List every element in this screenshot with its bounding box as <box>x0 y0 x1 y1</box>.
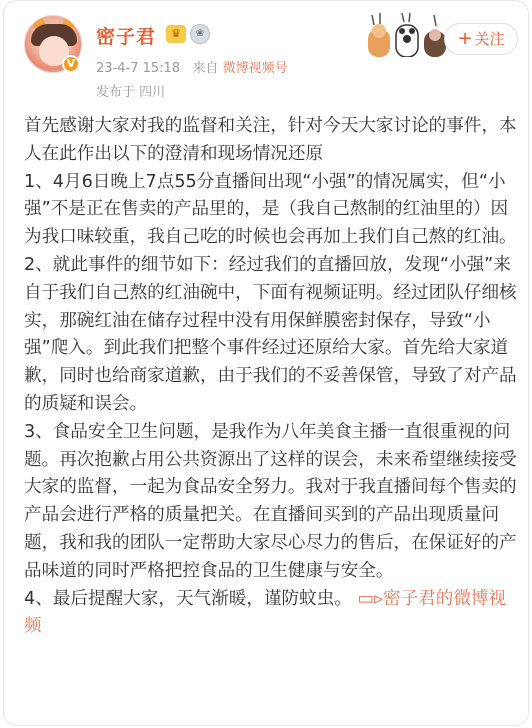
post-last-line: 4、最后提醒大家，天气渐暖，谨防蚊虫。 <box>24 588 352 609</box>
medal-badge-icon[interactable]: ❀ <box>190 24 210 44</box>
from-label: 来自 <box>192 61 219 76</box>
post-timestamp[interactable]: 23-4-7 15:18 <box>96 61 181 76</box>
post-location: 发布于 四川 <box>96 85 166 100</box>
cat-paws-decoration-icon <box>364 11 452 57</box>
post-meta <box>96 57 288 76</box>
crown-badge-icon[interactable]: ♛ <box>166 25 186 43</box>
video-link-label: 密子君的微博视频 <box>24 588 507 637</box>
post-paragraph: 2、就此事件的细节如下：经过我们的直播回放，发现“小强”来自于我们自己熬的红油碗中，下面有视频证明。经过团队仔细核实，那碗红油在储存过程中没有用保鲜膜密封保存，导致“小强”爬入。到此我们把整个事件经过还原给大家。首先给大家道歉，同时也给商家道歉，由于我们的不妥善保管，导致了对产品的质疑和误会。 <box>24 254 517 414</box>
post-paragraph: 1、4月6日晚上7点55分直播间出现“小强”的情况属实，但“小强”不是正在售卖的产品里的，是（我自己熬制的红油里的）因为我口味较重，我自己吃的时候也会再加上我们自己熬的红油。 <box>24 171 517 248</box>
verified-badge-icon: V <box>62 55 80 73</box>
follow-button-label: 关注 <box>474 30 505 48</box>
post-card <box>3 0 529 726</box>
video-icon: ▭▹ <box>357 588 383 609</box>
post-paragraph: 3、食品安全卫生问题，是我作为八年美食主播一直很重视的问题。再次抱歉占用公共资源出了这样的误会，未来希望继续接受大家的监督，一起为食品安全努力。我对于我直播间每个售卖的产品会进行严格的质量把关。在直播间买到的产品出现质量问题，我和我的团队一定帮助大家尽心尽力的售后，在保证好的产品味道的同时严格把控食品的卫生健康与安全。 <box>24 421 517 581</box>
post-content <box>24 113 520 641</box>
post-paragraph: 首先感谢大家对我的监督和关注，针对今天大家讨论的事件，本人在此作出以下的澄清和现场情况还原 <box>24 116 517 164</box>
post-source[interactable]: 微博视频号 <box>222 61 288 76</box>
plus-icon: + <box>457 28 473 49</box>
post-paragraph-last <box>24 586 520 642</box>
follow-button[interactable] <box>444 23 518 55</box>
username[interactable]: 密子君 <box>96 26 157 48</box>
